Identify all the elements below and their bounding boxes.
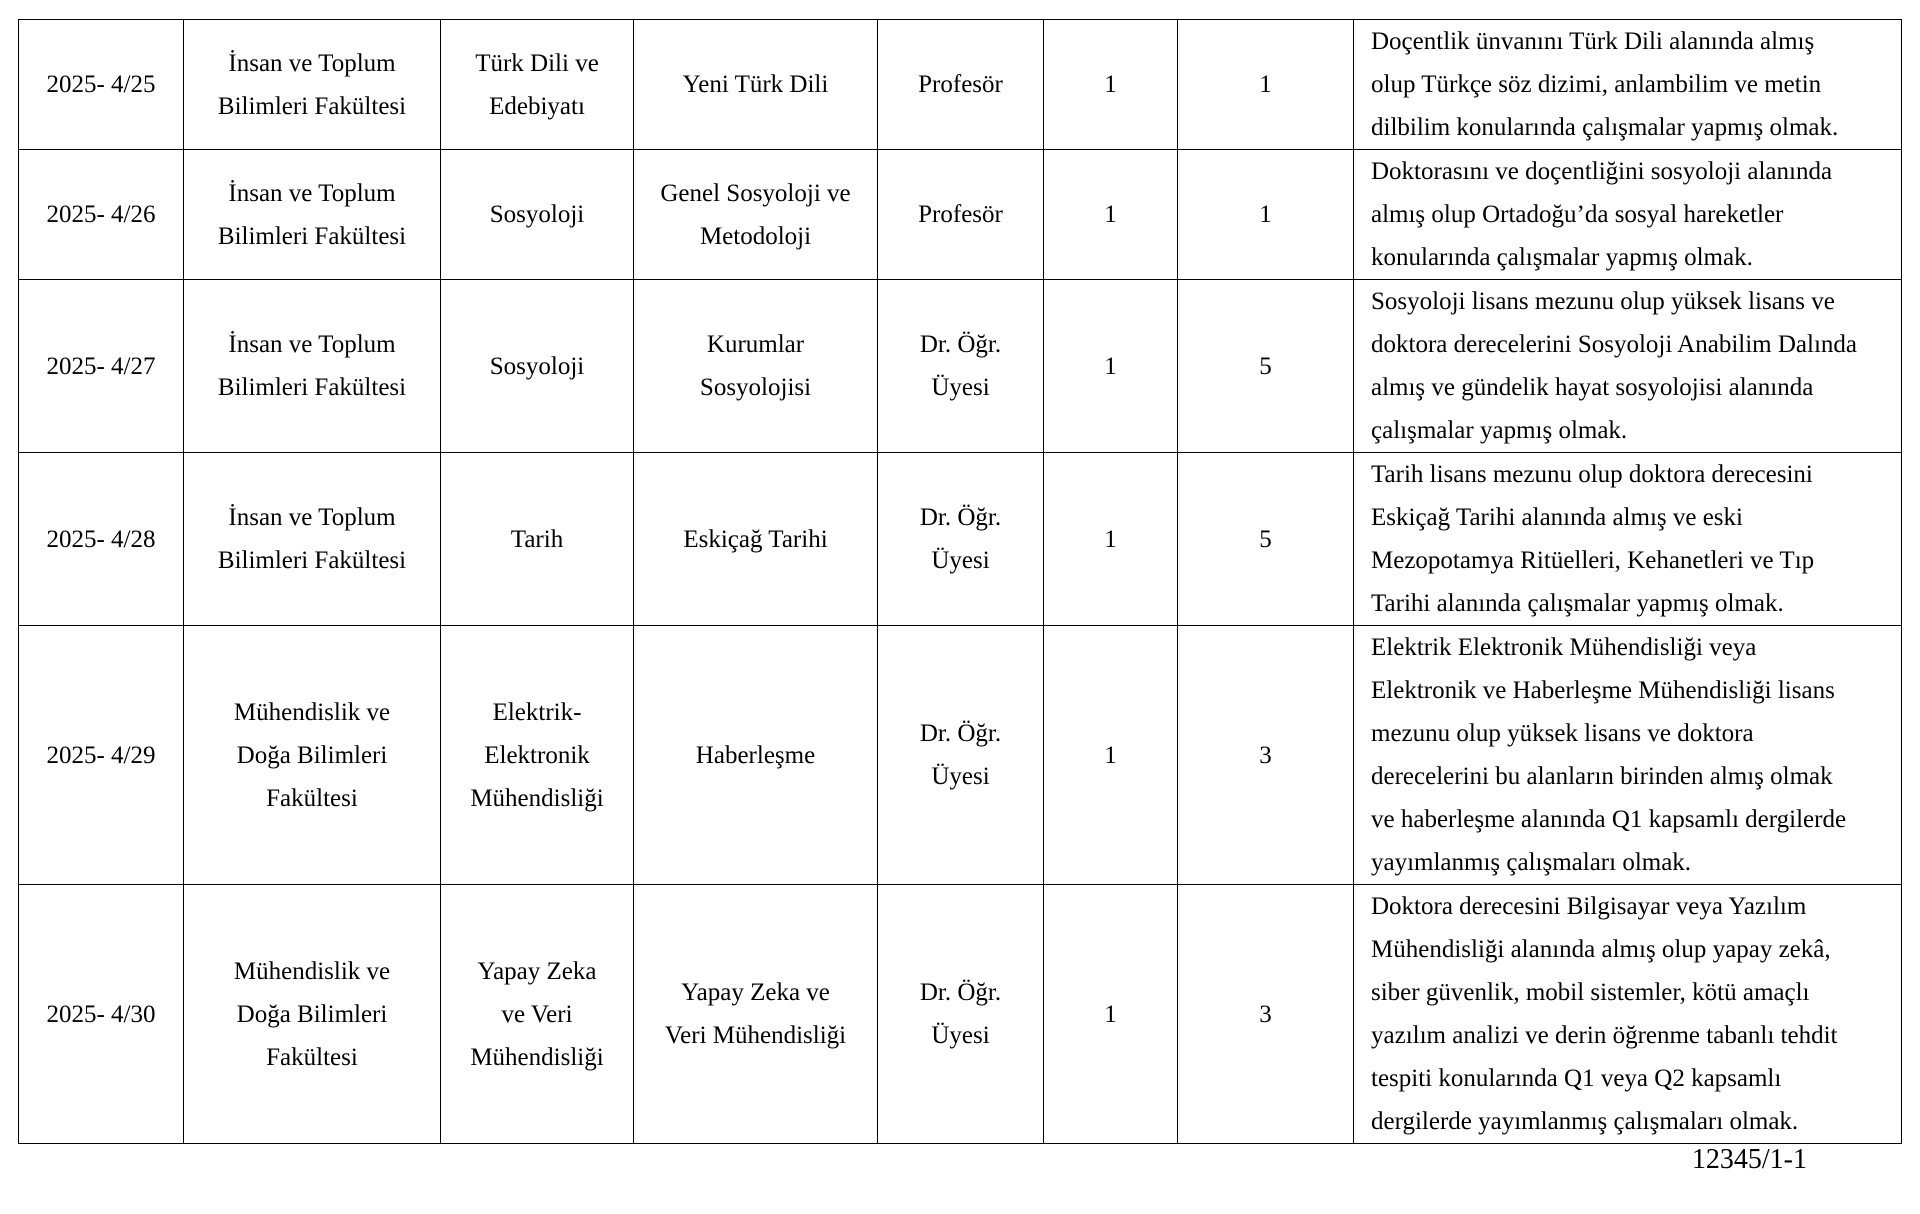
posting-number-cell: 2025- 4/28	[19, 453, 184, 626]
title-cell: Profesör	[878, 150, 1044, 280]
faculty-cell: Mühendislik ve Doğa Bilimleri Fakültesi	[184, 626, 441, 885]
title-cell: Profesör	[878, 20, 1044, 150]
division-cell: Genel Sosyoloji ve Metodoloji	[634, 150, 878, 280]
faculty-cell: Mühendislik ve Doğa Bilimleri Fakültesi	[184, 885, 441, 1144]
posting-number-cell: 2025- 4/26	[19, 150, 184, 280]
grade-cell: 5	[1178, 280, 1354, 453]
division-cell: Haberleşme	[634, 626, 878, 885]
title-cell: Dr. Öğr. Üyesi	[878, 626, 1044, 885]
job-posting-table	[18, 19, 1902, 1144]
requirements-cell: Tarih lisans mezunu olup doktora derecesini Eskiçağ Tarihi alanında almış ve eski Mezopotamya Ritüelleri, Kehanetleri ve Tıp Tarihi alanında çalışmalar yapmış olmak.	[1354, 453, 1902, 626]
table-row	[19, 150, 1902, 280]
position-count-cell: 1	[1044, 280, 1178, 453]
posting-number-cell: 2025- 4/25	[19, 20, 184, 150]
department-cell: Elektrik- Elektronik Mühendisliği	[441, 626, 634, 885]
table-row	[19, 885, 1902, 1144]
requirements-cell: Elektrik Elektronik Mühendisliği veya Elektronik ve Haberleşme Mühendisliği lisans mezunu olup yüksek lisans ve doktora derecelerini bu alanların birinden almış olmak ve haberleşme alanında Q1 kapsamlı dergilerde yayımlanmış çalışmaları olmak.	[1354, 626, 1902, 885]
faculty-cell: İnsan ve Toplum Bilimleri Fakültesi	[184, 280, 441, 453]
table-row	[19, 626, 1902, 885]
division-cell: Eskiçağ Tarihi	[634, 453, 878, 626]
requirements-cell: Doktora derecesini Bilgisayar veya Yazılım Mühendisliği alanında almış olup yapay zekâ, siber güvenlik, mobil sistemler, kötü amaçlı yazılım analizi ve derin öğrenme tabanlı tehdit tespiti konularında Q1 veya Q2 kapsamlı dergilerde yayımlanmış çalışmaları olmak.	[1354, 885, 1902, 1144]
position-count-cell: 1	[1044, 453, 1178, 626]
table-row	[19, 453, 1902, 626]
title-cell: Dr. Öğr. Üyesi	[878, 280, 1044, 453]
faculty-cell: İnsan ve Toplum Bilimleri Fakültesi	[184, 453, 441, 626]
requirements-cell: Sosyoloji lisans mezunu olup yüksek lisans ve doktora derecelerini Sosyoloji Anabilim Dalında almış ve gündelik hayat sosyolojisi alanında çalışmalar yapmış olmak.	[1354, 280, 1902, 453]
department-cell: Tarih	[441, 453, 634, 626]
requirements-cell: Doktorasını ve doçentliğini sosyoloji alanında almış olup Ortadoğu’da sosyal hareketler konularında çalışmalar yapmış olmak.	[1354, 150, 1902, 280]
position-count-cell: 1	[1044, 885, 1178, 1144]
faculty-cell: İnsan ve Toplum Bilimleri Fakültesi	[184, 150, 441, 280]
grade-cell: 3	[1178, 885, 1354, 1144]
position-count-cell: 1	[1044, 150, 1178, 280]
department-cell: Türk Dili ve Edebiyatı	[441, 20, 634, 150]
division-cell: Yapay Zeka ve Veri Mühendisliği	[634, 885, 878, 1144]
page-reference: 12345/1-1	[1691, 1144, 1807, 1175]
posting-number-cell: 2025- 4/30	[19, 885, 184, 1144]
posting-number-cell: 2025- 4/29	[19, 626, 184, 885]
requirements-cell: Doçentlik ünvanını Türk Dili alanında almış olup Türkçe söz dizimi, anlambilim ve metin dilbilim konularında çalışmalar yapmış olmak.	[1354, 20, 1902, 150]
division-cell: Kurumlar Sosyolojisi	[634, 280, 878, 453]
grade-cell: 3	[1178, 626, 1354, 885]
department-cell: Yapay Zeka ve Veri Mühendisliği	[441, 885, 634, 1144]
position-count-cell: 1	[1044, 20, 1178, 150]
department-cell: Sosyoloji	[441, 150, 634, 280]
title-cell: Dr. Öğr. Üyesi	[878, 885, 1044, 1144]
table-row	[19, 20, 1902, 150]
grade-cell: 5	[1178, 453, 1354, 626]
division-cell: Yeni Türk Dili	[634, 20, 878, 150]
department-cell: Sosyoloji	[441, 280, 634, 453]
position-count-cell: 1	[1044, 626, 1178, 885]
grade-cell: 1	[1178, 150, 1354, 280]
grade-cell: 1	[1178, 20, 1354, 150]
faculty-cell: İnsan ve Toplum Bilimleri Fakültesi	[184, 20, 441, 150]
title-cell: Dr. Öğr. Üyesi	[878, 453, 1044, 626]
table-row	[19, 280, 1902, 453]
posting-number-cell: 2025- 4/27	[19, 280, 184, 453]
